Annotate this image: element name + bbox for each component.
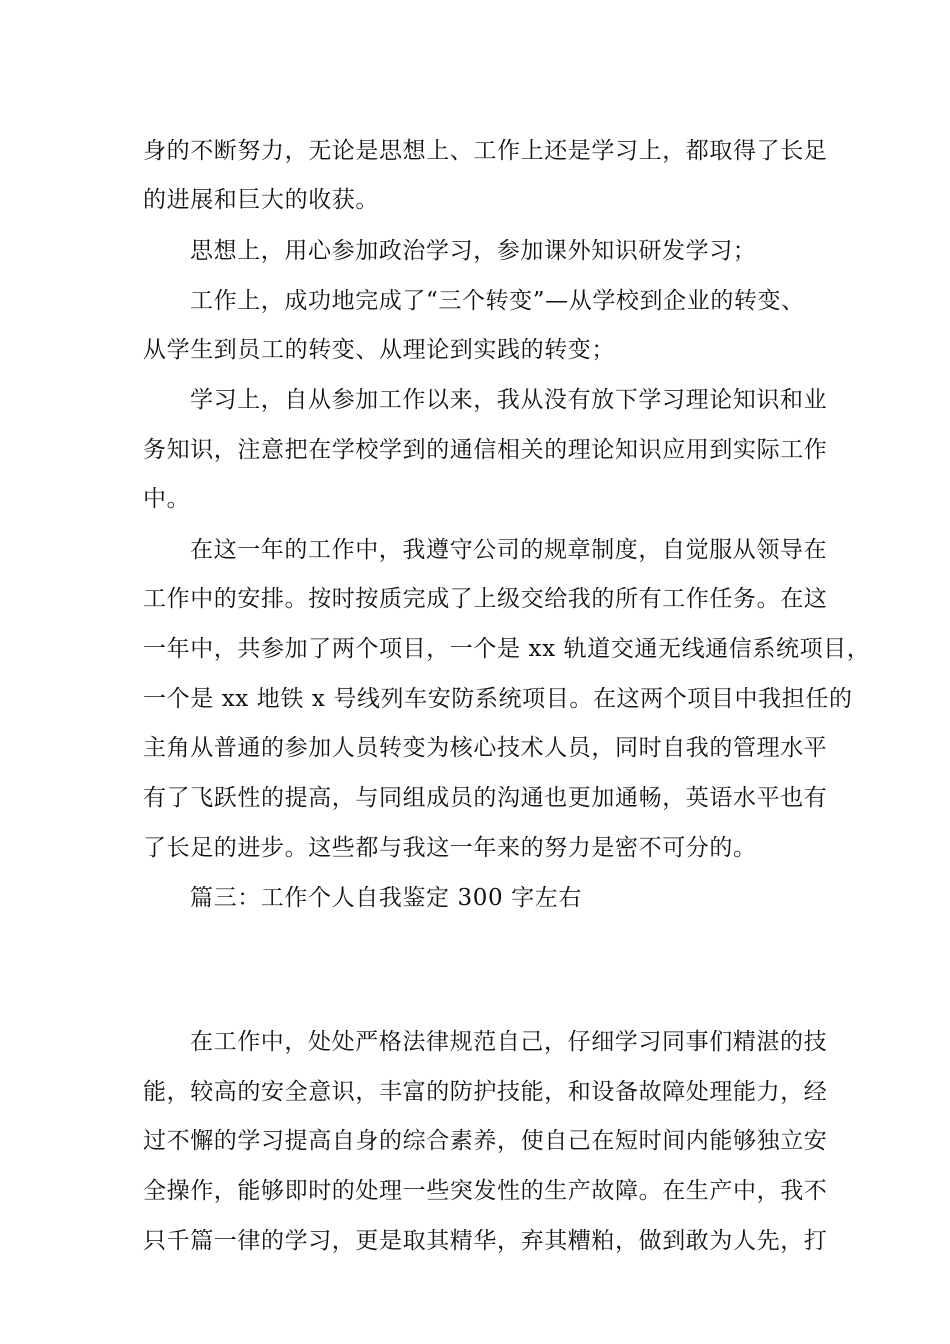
paragraph-line: 中。 xyxy=(143,486,191,512)
paragraph-line: 的进展和巨大的收获。 xyxy=(143,187,379,213)
paragraph-line: 一个是 xx 地铁 x 号线列车安防系统项目。在这两个项目中我担任的 xyxy=(143,686,853,712)
paragraph-line: 学习上，自从参加工作以来，我从没有放下学习理论知识和业 xyxy=(190,387,828,413)
paragraph-line: 过不懈的学习提高自身的综合素养，使自己在短时间内能够独立安 xyxy=(143,1128,828,1154)
paragraph-line: 身的不断努力，无论是思想上、工作上还是学习上，都取得了长足 xyxy=(143,138,828,164)
paragraph-line: 工作上，成功地完成了“三个转变”—从学校到企业的转变、 xyxy=(190,288,805,314)
paragraph-line: 务知识，注意把在学校学到的通信相关的理论知识应用到实际工作 xyxy=(143,437,828,463)
paragraph-line: 全操作，能够即时的处理一些突发性的生产故障。在生产中，我不 xyxy=(143,1178,828,1204)
paragraph-line: 思想上，用心参加政治学习，参加课外知识研发学习； xyxy=(190,238,757,264)
paragraph-line: 从学生到员工的转变、从理论到实践的转变； xyxy=(143,337,615,363)
paragraph-line: 工作中的安排。按时按质完成了上级交给我的所有工作任务。在这 xyxy=(143,586,828,612)
paragraph-line: 在这一年的工作中，我遵守公司的规章制度，自觉服从领导在 xyxy=(190,537,828,563)
paragraph-line: 了长足的进步。这些都与我这一年来的努力是密不可分的。 xyxy=(143,835,757,861)
paragraph-line: 只千篇一律的学习，更是取其精华，弃其糟粕，做到敢为人先，打 xyxy=(143,1228,828,1254)
paragraph-line: 一年中，共参加了两个项目，一个是 xx 轨道交通无线通信系统项目， xyxy=(143,636,871,662)
section-heading: 篇三：工作个人自我鉴定 300 字左右 xyxy=(190,885,582,911)
paragraph-line: 主角从普通的参加人员转变为核心技术人员，同时自我的管理水平 xyxy=(143,735,828,761)
paragraph-line: 在工作中，处处严格法律规范自己，仔细学习同事们精湛的技 xyxy=(190,1029,828,1055)
paragraph-line: 有了飞跃性的提高，与同组成员的沟通也更加通畅，英语水平也有 xyxy=(143,785,828,811)
paragraph-line: 能，较高的安全意识，丰富的防护技能，和设备故障处理能力，经 xyxy=(143,1079,828,1105)
